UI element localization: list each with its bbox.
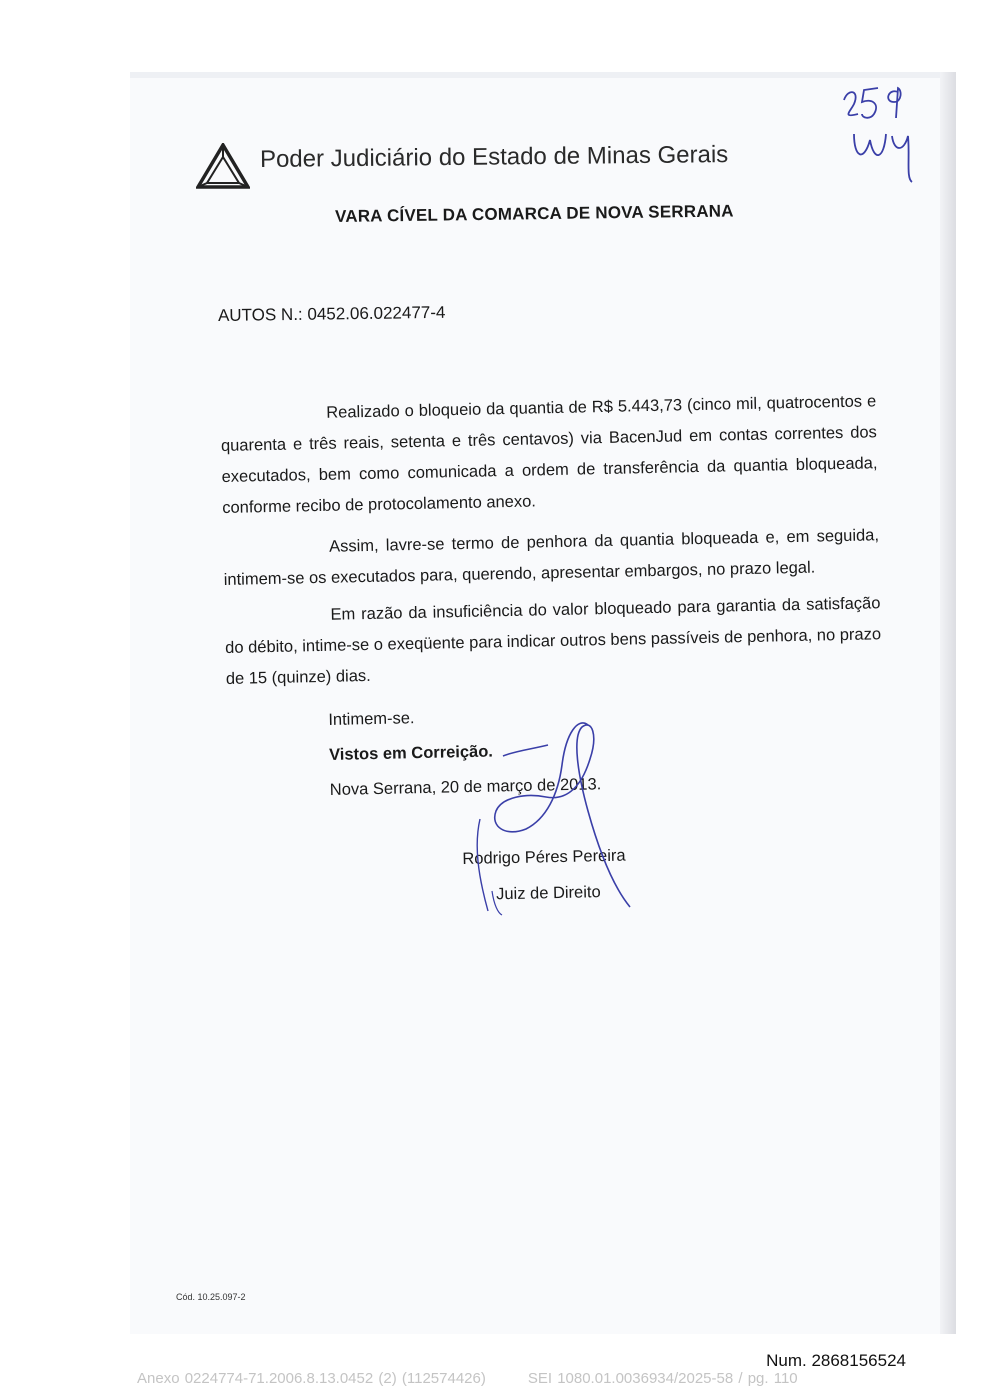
- paragraph-bloqueio: Realizado o bloqueio da quantia de R$ 5.443,73 (cinco mil, quatrocentos e quarenta e três reais, setenta e três centavos) via BacenJud em contas correntes dos executados, bem como comunicada a ordem de transferência da quantia bloqueada, conforme recibo de protocolamento anexo.: [220, 392, 878, 517]
- triangle-emblem-icon: [196, 143, 250, 189]
- footer-annex: Anexo 0224774-71.2006.8.13.0452 (2) (112574426): [137, 1370, 486, 1387]
- vistos-line: Vistos em Correição.: [328, 742, 494, 764]
- place-date-line: Nova Serrana, 20 de março de 2013.: [329, 775, 602, 799]
- paragraph-penhora: Assim, lavre-se termo de penhora da quantia bloqueada e, em seguida, intimem-se os executados para, querendo, apresentar embargos, no prazo legal.: [223, 526, 880, 589]
- handwritten-folio-mark: [832, 78, 932, 188]
- page-right-edge: [940, 72, 956, 1334]
- decision-body: [220, 386, 882, 705]
- case-number: AUTOS N.: 0452.06.022477-4: [217, 302, 446, 325]
- footer-sei: SEI 1080.01.0036934/2025-58 / pg. 110: [527, 1370, 798, 1387]
- court-title: VARA CÍVEL DA COMARCA DE NOVA SERRANA: [334, 201, 734, 226]
- footer-watermark: [137, 1370, 798, 1387]
- paragraph-insuficiencia: Em razão da insuficiência do valor bloqueado para garantia da satisfação do débito, intime-se o exeqüente para indicar outros bens passíveis de penhora, no prazo de 15 (quinze) dias.: [225, 594, 882, 688]
- form-code: Cód. 10.25.097-2: [176, 1292, 246, 1302]
- handwritten-signature: [470, 715, 640, 925]
- judge-name: Rodrigo Péres Pereira: [462, 846, 626, 868]
- institution-heading: Poder Judiciário do Estado de Minas Gerais: [259, 141, 729, 173]
- judge-role: Juiz de Direito: [495, 883, 601, 904]
- document-number: Num. 2868156524: [766, 1351, 906, 1370]
- intimem-line: Intimem-se.: [328, 709, 415, 729]
